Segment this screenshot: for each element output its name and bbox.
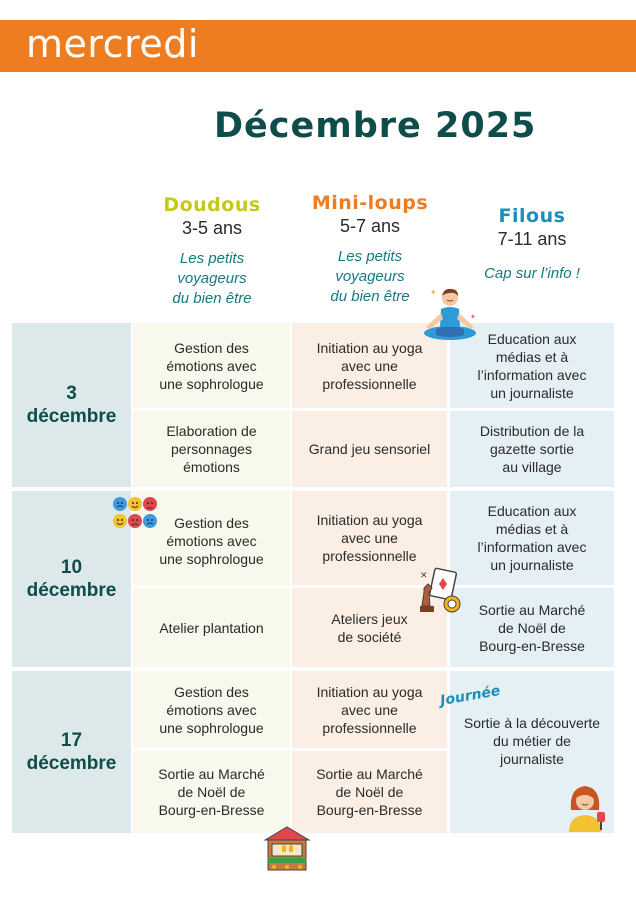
activity-cell: Initiation au yoga avec une professionnelle <box>292 671 447 748</box>
emotion-faces-icon <box>112 496 158 530</box>
date-cell: 3 décembre <box>12 323 131 487</box>
day-label: mercredi <box>26 22 199 66</box>
activity-cell: Education aux médias et à l’information avec un journaliste <box>450 491 614 585</box>
group-ages: 3-5 ans <box>181 218 243 238</box>
activity-cell: Sortie au Marché de Noël de Bourg-en-Bresse <box>292 751 447 833</box>
date-cell: 17 décembre <box>12 671 131 833</box>
activity-cell: Elaboration de personnages émotions <box>133 411 290 487</box>
date-cell: 10 décembre <box>12 491 131 667</box>
day-banner <box>0 20 636 72</box>
activity-cell: Grand jeu sensoriel <box>292 411 447 487</box>
group-theme: Les petits voyageurs du bien être <box>330 248 410 305</box>
group-ages: 5-7 ans <box>339 216 401 236</box>
activity-cell: Atelier plantation <box>133 588 290 667</box>
group-filous-header <box>450 205 614 284</box>
board-game-icon <box>414 566 466 618</box>
activity-cell: Education aux médias et à l’information avec un journaliste <box>450 323 614 408</box>
activity-cell: Initiation au yoga avec une professionnelle <box>292 323 447 408</box>
svg-text:✕: ✕ <box>420 571 428 581</box>
svg-text:✦: ✦ <box>430 288 437 297</box>
svg-text:✦: ✦ <box>470 313 476 321</box>
group-name: Doudous <box>163 194 261 216</box>
group-theme: Les petits voyageurs du bien être <box>172 250 252 307</box>
activity-cell: Ateliers jeux de société <box>292 588 447 667</box>
group-theme: Cap sur l’info ! <box>484 265 580 282</box>
journee-tag: Journée <box>439 682 502 710</box>
activity-cell: Gestion des émotions avec une sophrologue <box>133 323 290 408</box>
activity-cell: Initiation au yoga avec une professionnelle <box>292 491 447 585</box>
group-doudous-header <box>133 194 291 309</box>
activity-cell: Gestion des émotions avec une sophrologue <box>133 491 290 585</box>
journalist-icon <box>563 780 609 832</box>
group-name: Filous <box>498 205 566 227</box>
yoga-person-icon <box>418 283 482 343</box>
page-title: Décembre 2025 <box>214 106 537 146</box>
christmas-market-icon <box>262 824 312 874</box>
activity-cell: Gestion des émotions avec une sophrologue <box>133 671 290 748</box>
activity-cell: Distribution de la gazette sortie au village <box>450 411 614 487</box>
activity-cell: Sortie à la découverte du métier de journaliste <box>450 671 614 833</box>
group-name: Mini-loups <box>311 192 429 214</box>
activity-cell: Sortie au Marché de Noël de Bourg-en-Bresse <box>133 751 290 833</box>
group-ages: 7-11 ans <box>497 229 567 249</box>
activity-cell: Sortie au Marché de Noël de Bourg-en-Bresse <box>450 588 614 667</box>
